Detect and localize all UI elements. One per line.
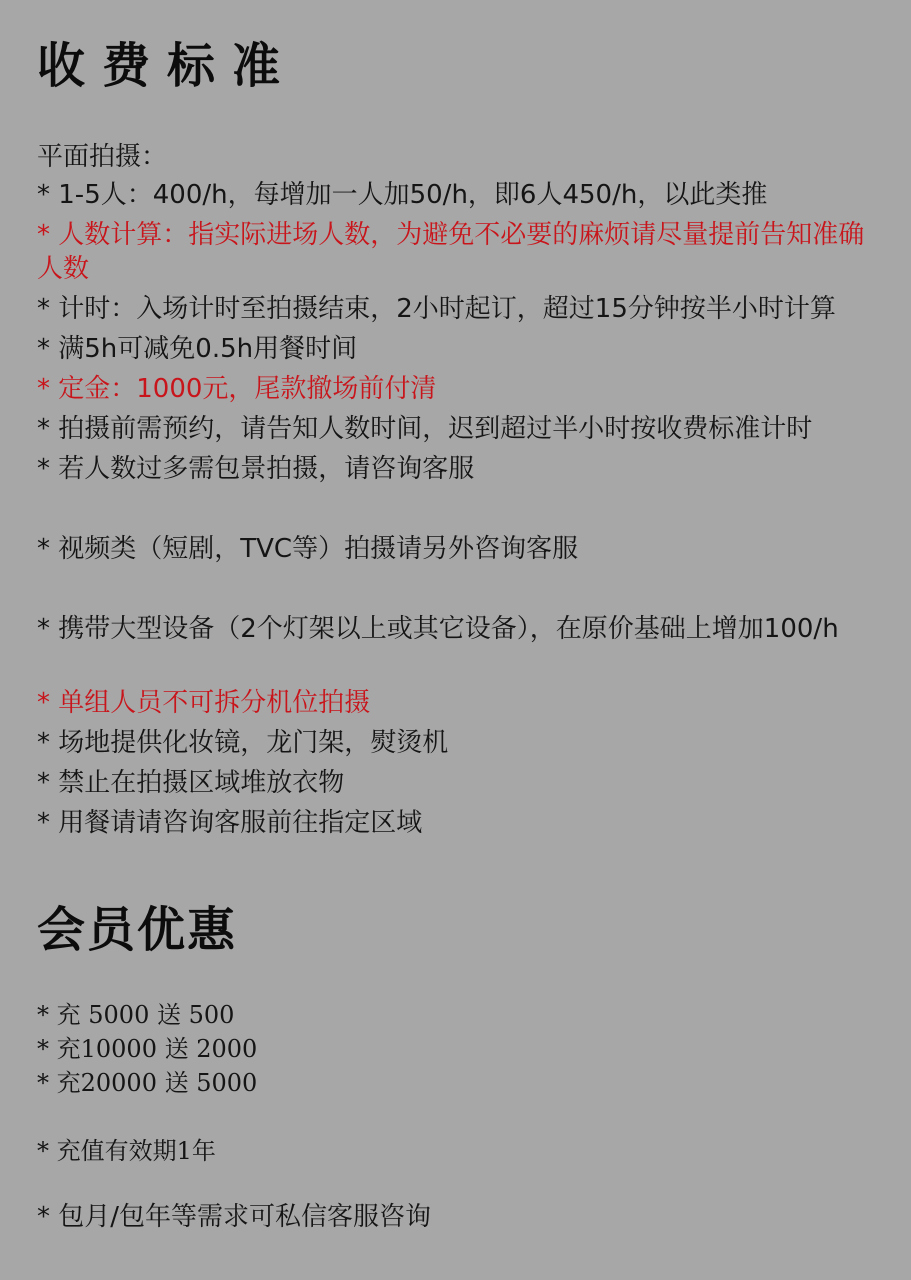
membership-offer: * 充20000 送 5000	[37, 1069, 258, 1097]
membership-note: * 包月/包年等需求可私信客服咨询	[37, 1202, 432, 1232]
pricing-item-highlight: * 定金：1000元，尾款撤场前付清	[37, 374, 437, 404]
pricing-item: * 1-5人：400/h，每增加一人加50/h，即6人450/h，以此类推	[37, 180, 768, 210]
pricing-item: * 拍摄前需预约，请告知人数时间，迟到超过半小时按收费标准计时	[37, 414, 813, 444]
photo-heading: 平面拍摄：	[37, 142, 168, 172]
pricing-item: * 计时：入场计时至拍摄结束，2小时起订，超过15分钟按半小时计算	[37, 294, 836, 324]
pricing-item: * 用餐请请咨询客服前往指定区域	[37, 808, 423, 838]
pricing-item: * 满5h可减免0.5h用餐时间	[37, 334, 358, 364]
pricing-item-highlight: * 单组人员不可拆分机位拍摄	[37, 688, 371, 718]
pricing-title: 收费标准	[37, 38, 298, 94]
pricing-item: * 携带大型设备（2个灯架以上或其它设备），在原价基础上增加100/h	[37, 614, 839, 644]
membership-validity: * 充值有效期1年	[37, 1137, 216, 1165]
membership-title: 会员优惠	[37, 902, 238, 958]
membership-offer: * 充10000 送 2000	[37, 1035, 258, 1063]
pricing-item: * 禁止在拍摄区域堆放衣物	[37, 768, 345, 798]
pricing-item-highlight: * 人数计算：指实际进场人数，为避免不必要的麻烦请尽量提前告知准确人数	[37, 220, 865, 284]
membership-offer: * 充 5000 送 500	[37, 1001, 235, 1029]
pricing-item: * 场地提供化妆镜，龙门架，熨烫机	[37, 728, 449, 758]
pricing-item: * 视频类（短剧，TVC等）拍摄请另外咨询客服	[37, 534, 579, 564]
pricing-item: * 若人数过多需包景拍摄，请咨询客服	[37, 454, 475, 484]
